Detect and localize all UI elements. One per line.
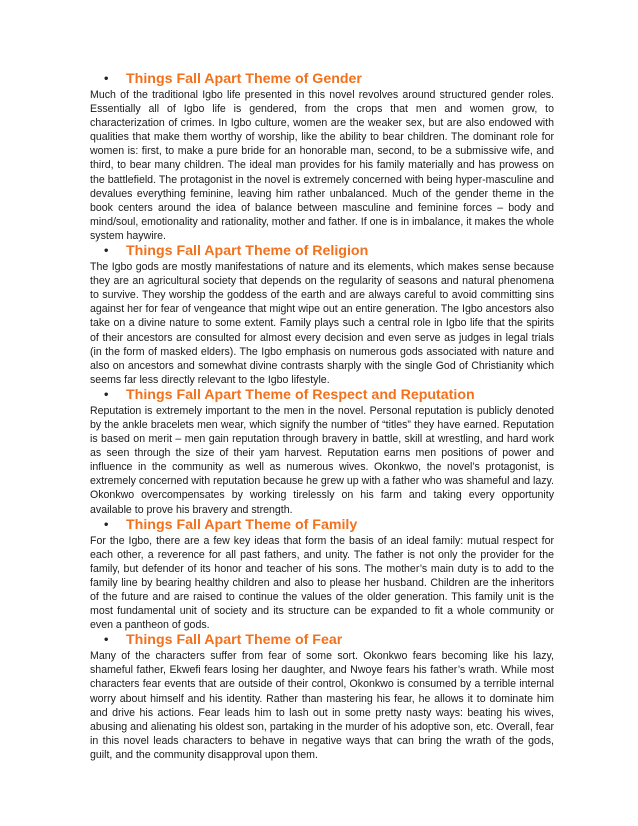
section-title: Things Fall Apart Theme of Fear (126, 632, 343, 649)
bullet-icon: • (103, 246, 110, 258)
section-heading (103, 243, 554, 260)
section-religion (90, 243, 554, 387)
section-heading (103, 71, 554, 88)
section-heading (103, 517, 554, 534)
section-body: For the Igbo, there are a few key ideas that form the basis of an ideal family: mutual respect for each other, a reverence for all past fathers, and unity. The father is not only the provider for the family, but defender of its honor and teacher of his sons. The mother’s main duty is to add to the family line by bearing healthy children and also to please her husband. Children are the inheritors of the future and are raised to continue the values of the older generation. This family unit is the most fundamental unit of society and its structure can be expanded to fit a whole community or even a pantheon of gods. (90, 534, 554, 632)
section-title: Things Fall Apart Theme of Respect and Reputation (126, 386, 475, 403)
section-family (90, 517, 554, 633)
section-body: Reputation is extremely important to the men in the novel. Personal reputation is publicly denoted by the ankle bracelets men wear, which signify the number of “titles” they have earned. Reputation is based on merit – men gain reputation through bravery in battle, skill at wrestling, and hard work as seen through the size of their yam harvest. Reputation earns men positions of power and influence in the community as well as numerous wives. Okonkwo, the novel’s protagonist, is extremely concerned with reputation because he grew up with a father who was shameful and lazy. Okonkwo overcompensates by working tirelessly on his farm and taking every opportunity available to prove his bravery and strength. (90, 404, 554, 516)
bullet-icon: • (103, 389, 110, 401)
section-body: The Igbo gods are mostly manifestations of nature and its elements, which makes sense because they are an agricultural society that depends on the regularity of seasons and natural phenomena to survive. They worship the goddess of the earth and are always careful to avoid committing sins against her for fear of vengeance that might wipe out an entire generation. The Igbo ancestors also take on a divine nature to some extent. Family plays such a central role in Igbo life that the spirits of their ancestors are consulted for almost every decision and even serve as judges in legal trials (in the form of masked elders). The Igbo emphasis on numerous gods associated with nature and also on ancestors and somewhat divine contrasts sharply with the single God of Christianity which seems far less directly relevant to the Igbo lifestyle. (90, 261, 554, 386)
section-respect-reputation (90, 387, 554, 517)
section-title: Things Fall Apart Theme of Gender (126, 71, 362, 87)
section-heading (103, 387, 554, 404)
bullet-icon: • (103, 519, 110, 531)
section-title: Things Fall Apart Theme of Family (126, 516, 358, 533)
bullet-icon: • (103, 635, 110, 647)
bullet-icon: • (103, 74, 110, 85)
section-heading (103, 632, 554, 649)
document-page (90, 71, 554, 762)
section-body: Much of the traditional Igbo life presented in this novel revolves around structured gender roles. Essentially all of Igbo life is gendered, from the crops that men and women grow, to characterization of crimes. In Igbo culture, women are the weaker sex, but are also endowed with qualities that make them worthy of worship, like the ability to bear children. The dominant role for women is: first, to make a pure bride for an honorable man, second, to be a submissive wife, and third, to bear many children. The ideal man provides for his family materially and has prowess on the battlefield. The protagonist in the novel is extremely concerned with being hyper-masculine and devalues everything feminine, leaving him rather unbalanced. Much of the gender theme in the book centers around the idea of balance between masculine and feminine forces – body and mind/soul, emotionality and rationality, mother and father. If one is in imbalance, it makes the whole system haywire. (90, 89, 554, 242)
section-fear (90, 632, 554, 762)
section-gender (90, 71, 554, 243)
section-title: Things Fall Apart Theme of Religion (126, 243, 369, 260)
section-body: Many of the characters suffer from fear of some sort. Okonkwo fears becoming like his lazy, shameful father, Ekwefi fears losing her daughter, and Nwoye fears his father’s wrath. While most characters fear events that are outside of their control, Okonkwo is consumed by a terrible internal worry about himself and his identity. Rather than mastering his fear, he allows it to dominate him and drive his actions. Fear leads him to lash out in some pretty nasty ways: beating his wives, abusing and alienating his oldest son, partaking in the murder of his adoptive son, etc. Overall, fear in this novel leads characters to behave in negative ways that can bring the wrath of the gods, guilt, and the community disapproval upon them. (90, 650, 554, 761)
